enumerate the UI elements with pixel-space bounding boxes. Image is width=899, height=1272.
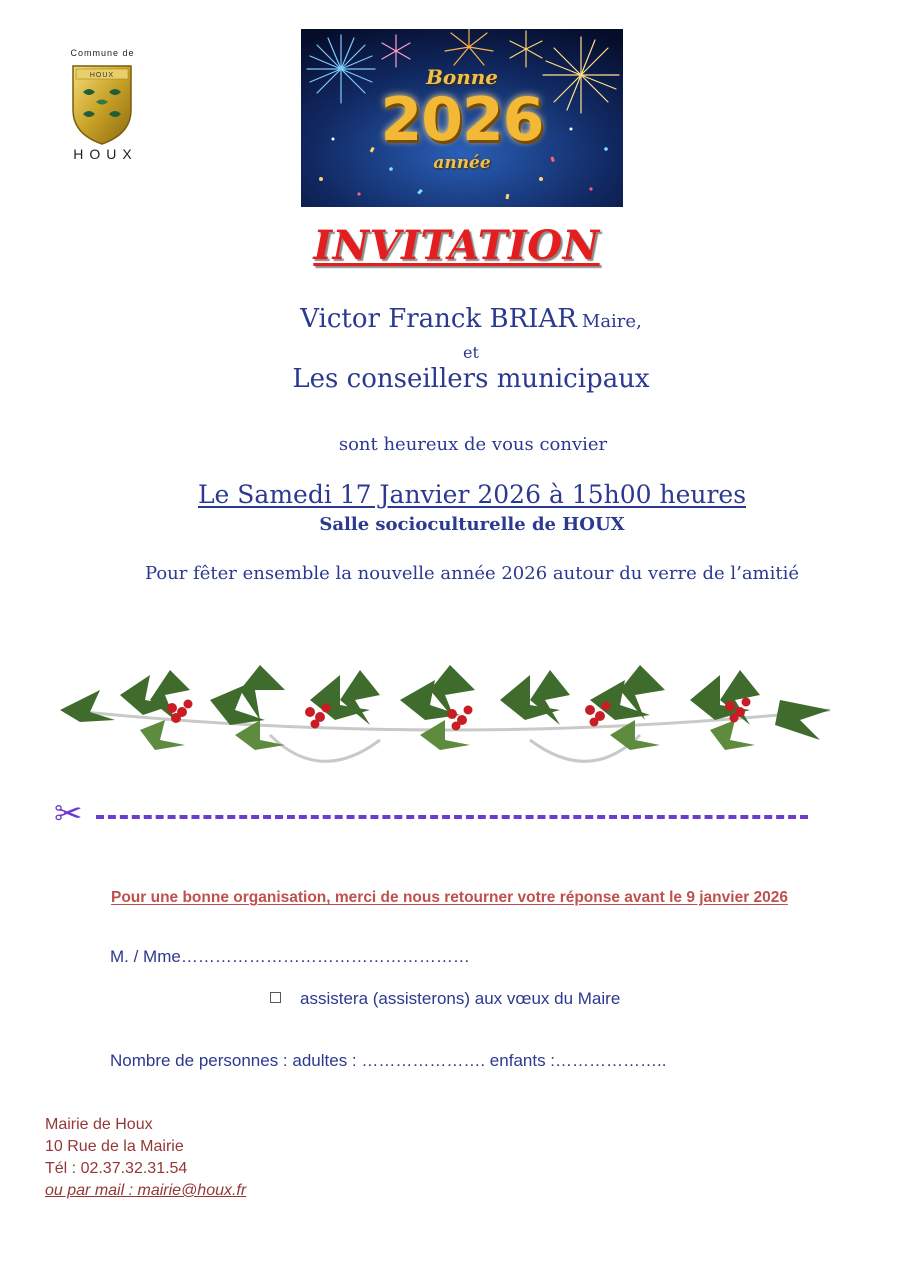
invitation-text: sont heureux de vous convier <box>338 434 608 455</box>
banner-year: 2026 <box>380 85 544 155</box>
crest-top-text: Commune de <box>70 48 135 58</box>
reply-deadline: Pour une bonne organisation, merci de nous retourner votre réponse avant le 9 janvier 2026 <box>110 889 789 906</box>
invitation-title-wrap <box>0 222 899 269</box>
dashed-line <box>96 815 808 819</box>
banner-annee: année <box>433 153 491 173</box>
mayor-role: Maire, <box>581 311 642 332</box>
shield-name: HOUX <box>89 72 115 79</box>
attendee-count-field[interactable]: Nombre de personnes : adultes : …………………. enfants :……………….. <box>110 1051 667 1070</box>
attend-checkbox[interactable] <box>270 992 281 1003</box>
town-hall-email[interactable]: ou par mail : mairie@houx.fr <box>45 1182 247 1199</box>
commune-crest <box>55 46 150 166</box>
new-year-banner <box>301 29 623 207</box>
conjunction-text: et <box>463 343 479 362</box>
cut-line <box>54 796 814 832</box>
mayor-name: Victor Franck BRIAR <box>300 304 577 334</box>
event-date: Le Samedi 17 Janvier 2026 à 15h00 heures <box>197 480 747 509</box>
town-hall-phone: Tél : 02.37.32.31.54 <box>45 1160 188 1177</box>
town-hall-contact <box>45 1114 246 1202</box>
council-text: Les conseillers municipaux <box>292 364 650 394</box>
name-field[interactable]: M. / Mme…………………………………………… <box>110 947 470 966</box>
host-line <box>0 304 899 334</box>
town-hall-name: Mairie de Houx <box>45 1116 153 1133</box>
invitation-title: INVITATION <box>313 222 600 269</box>
crest-bottom-text: HOUX <box>73 146 138 162</box>
event-venue: Salle socioculturelle de HOUX <box>319 514 625 535</box>
town-hall-address: 10 Rue de la Mairie <box>45 1138 184 1155</box>
event-purpose: Pour fêter ensemble la nouvelle année 2026 autour du verre de l’amitié <box>144 563 800 584</box>
scissors-icon: ✂ <box>54 794 83 834</box>
holly-garland-icon <box>60 640 835 785</box>
attend-option-label: assistera (assisterons) aux vœux du Maire <box>300 989 621 1008</box>
event-date-wrap <box>0 480 899 509</box>
banner-bonne: Bonne <box>425 65 499 89</box>
